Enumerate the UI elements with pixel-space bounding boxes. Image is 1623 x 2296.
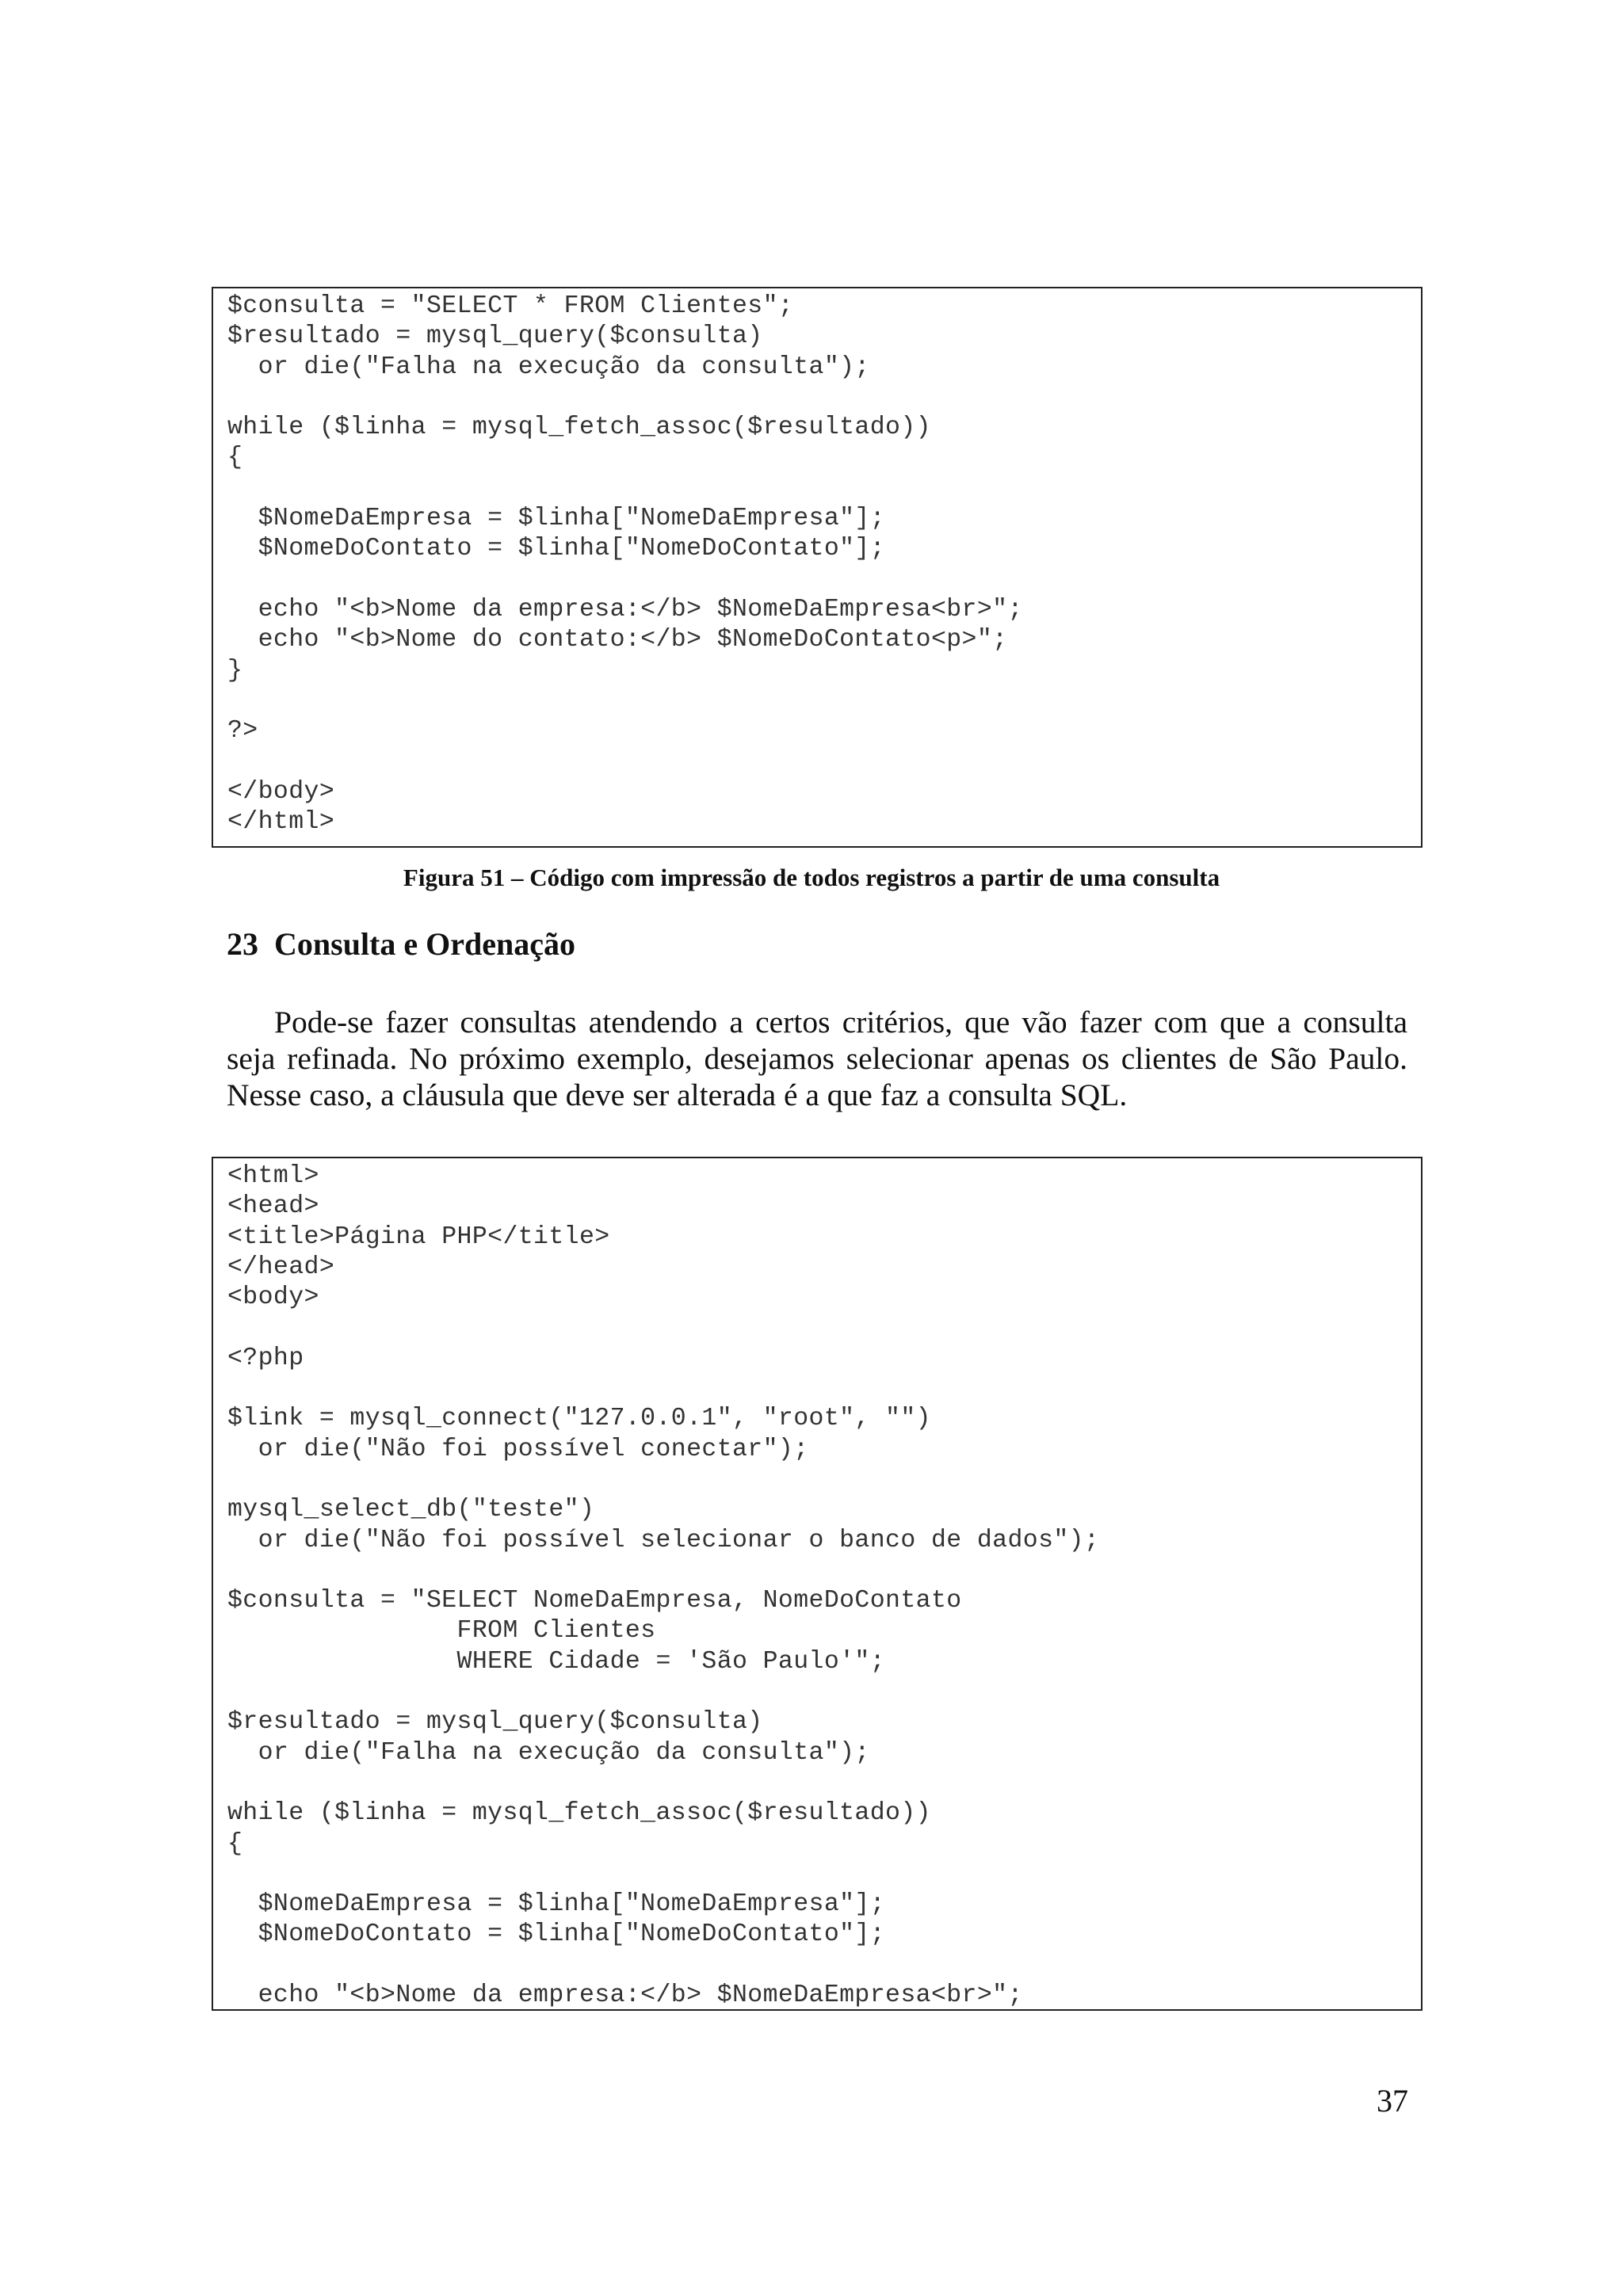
- code-line: [227, 565, 1421, 595]
- code-line: $consulta = "SELECT * FROM Clientes";: [227, 292, 794, 320]
- code-line: }: [227, 656, 243, 685]
- code-line: or die("Falha na execução da consulta");: [227, 1738, 870, 1767]
- paragraph-line: seja refinada. No próximo exemplo, desejamos selecionar apenas os clientes de São Paulo.: [227, 1041, 1407, 1076]
- code-line: </body>: [227, 777, 335, 806]
- code-line: </html>: [227, 808, 335, 837]
- page-number: 37: [1377, 2083, 1408, 2119]
- code-line: $NomeDoContato = $linha["NomeDoContato"];: [227, 1920, 886, 1949]
- code-line: $resultado = mysql_query($consulta): [227, 322, 763, 351]
- code-line: or die("Falha na execução da consulta");: [227, 353, 870, 381]
- code-line: [227, 1677, 1421, 1707]
- code-line: [227, 686, 1421, 716]
- code-block-1: [212, 287, 1423, 848]
- section-title: Consulta e Ordenação: [274, 926, 575, 962]
- code-line: </head>: [227, 1253, 335, 1281]
- code-line: $NomeDoContato = $linha["NomeDoContato"];: [227, 535, 886, 563]
- code-line: WHERE Cidade = 'São Paulo'";: [227, 1647, 886, 1676]
- body-paragraph: [227, 1004, 1407, 1113]
- code-line: while ($linha = mysql_fetch_assoc($resultado)): [227, 414, 931, 442]
- code-line: <?php: [227, 1344, 304, 1372]
- code-line: [227, 1465, 1421, 1495]
- code-line: [227, 1859, 1421, 1890]
- code-line: [227, 1768, 1421, 1798]
- section-number: 23: [227, 926, 258, 962]
- code-line: ?>: [227, 717, 258, 746]
- code-line: $resultado = mysql_query($consulta): [227, 1708, 763, 1737]
- code-line: <body>: [227, 1283, 319, 1312]
- code-line: echo "<b>Nome do contato:</b> $NomeDoContato<p>";: [227, 626, 1008, 654]
- code-line: echo "<b>Nome da empresa:</b> $NomeDaEmpresa<br>";: [227, 595, 1023, 624]
- paragraph-line: Pode-se fazer consultas atendendo a certos critérios, que vão fazer com que a consulta: [274, 1005, 1407, 1039]
- code-line: echo "<b>Nome da empresa:</b> $NomeDaEmpresa<br>";: [227, 1981, 1023, 2010]
- paragraph-line: Nesse caso, a cláusula que deve ser alterada é a que faz a consulta SQL.: [227, 1077, 1128, 1112]
- code-line: FROM Clientes: [227, 1617, 656, 1646]
- code-line: $link = mysql_connect("127.0.0.1", "root", ""): [227, 1405, 931, 1433]
- code-line: $NomeDaEmpresa = $linha["NomeDaEmpresa"];: [227, 1890, 886, 1919]
- code-line: [227, 1556, 1421, 1586]
- code-line: <head>: [227, 1192, 319, 1221]
- section-heading: [227, 925, 575, 963]
- code-line: [227, 474, 1421, 504]
- code-line: $NomeDaEmpresa = $linha["NomeDaEmpresa"];: [227, 505, 886, 533]
- code-line: [227, 746, 1421, 776]
- figure-caption: Figura 51 – Código com impressão de todos registros a partir de uma consulta: [403, 864, 1220, 891]
- code-line: [227, 1313, 1421, 1343]
- code-line: mysql_select_db("teste"): [227, 1496, 595, 1524]
- code-block-2: [212, 1157, 1423, 2011]
- code-line: [227, 1374, 1421, 1404]
- code-line: $consulta = "SELECT NomeDaEmpresa, NomeDoContato: [227, 1587, 962, 1615]
- code-line: or die("Não foi possível conectar");: [227, 1435, 809, 1463]
- code-line: [227, 383, 1421, 413]
- code-line: or die("Não foi possível selecionar o banco de dados");: [227, 1526, 1100, 1554]
- code-line: [227, 1951, 1421, 1981]
- code-line: <html>: [227, 1162, 319, 1190]
- code-line: {: [227, 1829, 243, 1858]
- code-line: while ($linha = mysql_fetch_assoc($resultado)): [227, 1799, 931, 1828]
- code-line: <title>Página PHP</title>: [227, 1222, 610, 1251]
- code-line: {: [227, 444, 243, 472]
